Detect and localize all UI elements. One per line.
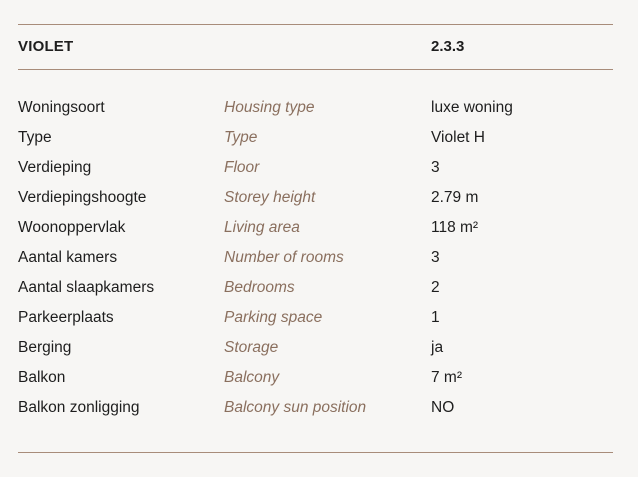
dutch-label: Aantal slaapkamers	[18, 279, 155, 296]
unit-name: VIOLET	[18, 38, 74, 55]
dutch-label: Balkon zonligging	[18, 399, 140, 416]
spec-header	[18, 38, 613, 58]
bottom-divider	[18, 452, 613, 453]
english-label: Floor	[224, 159, 260, 176]
english-label: Bedrooms	[224, 279, 295, 296]
spec-row-number-of-rooms	[18, 248, 613, 278]
spec-row-floor	[18, 158, 613, 188]
spec-row-parking-space	[18, 308, 613, 338]
english-label: Number of rooms	[224, 249, 344, 266]
spec-row-storey-height	[18, 188, 613, 218]
dutch-label: Parkeerplaats	[18, 309, 114, 326]
spec-value: 3	[431, 249, 440, 266]
spec-value: ja	[431, 339, 444, 356]
spec-value: luxe woning	[431, 99, 513, 116]
spec-value: 1	[431, 309, 440, 326]
english-label: Storage	[224, 339, 279, 356]
dutch-label: Type	[18, 129, 52, 146]
spec-row-living-area	[18, 218, 613, 248]
spec-row-balcony	[18, 368, 613, 398]
spec-row-bedrooms	[18, 278, 613, 308]
spec-value: 7 m²	[431, 369, 462, 386]
spec-table	[18, 98, 613, 428]
english-label: Type	[224, 129, 258, 146]
english-label: Living area	[224, 219, 300, 236]
dutch-label: Berging	[18, 339, 72, 356]
english-label: Housing type	[224, 99, 315, 116]
english-label: Storey height	[224, 189, 316, 206]
dutch-label: Verdieping	[18, 159, 92, 176]
spec-value: 2	[431, 279, 440, 296]
dutch-label: Aantal kamers	[18, 249, 118, 266]
spec-value: Violet H	[431, 129, 485, 146]
header-divider	[18, 69, 613, 70]
english-label: Parking space	[224, 309, 323, 326]
top-divider	[18, 24, 613, 25]
spec-value: NO	[431, 399, 455, 416]
spec-row-balcony-sun-position	[18, 398, 613, 428]
spec-row-storage	[18, 338, 613, 368]
dutch-label: Verdiepingshoogte	[18, 189, 147, 206]
dutch-label: Balkon	[18, 369, 66, 386]
spec-row-housing-type	[18, 98, 613, 128]
dutch-label: Woonoppervlak	[18, 219, 126, 236]
spec-row-type	[18, 128, 613, 158]
english-label: Balcony	[224, 369, 280, 386]
spec-value: 3	[431, 159, 440, 176]
spec-value: 2.79 m	[431, 189, 479, 206]
unit-code: 2.3.3	[431, 38, 465, 55]
spec-value: 118 m²	[431, 219, 479, 236]
dutch-label: Woningsoort	[18, 99, 105, 116]
english-label: Balcony sun position	[224, 399, 367, 416]
